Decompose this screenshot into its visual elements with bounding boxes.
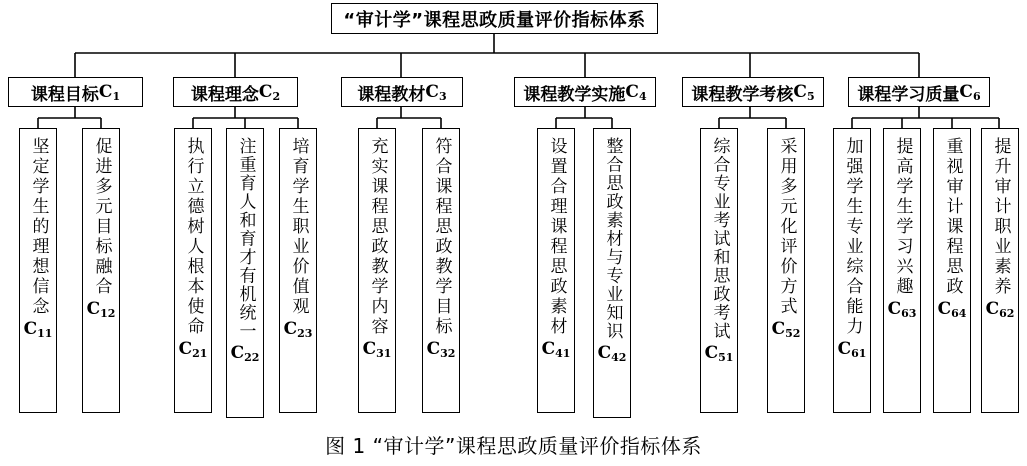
indicator-code: $C_{11}$ [23, 319, 53, 340]
indicator-text: 设置合理课程思政素材 [546, 137, 567, 337]
category-code: $C_5$ [793, 81, 815, 103]
indicator-text: 整合思政素材与专业知识 [602, 137, 623, 341]
category-c5 [682, 77, 824, 107]
indicator-code: $C_{61}$ [837, 339, 867, 360]
category-c1 [8, 77, 143, 107]
indicator-c31 [358, 128, 396, 413]
category-c4 [514, 77, 656, 107]
indicator-text: 提高学生学习兴趣 [892, 137, 913, 297]
category-c3 [341, 77, 463, 107]
indicator-text: 符合课程思政教学目标 [431, 137, 452, 337]
indicator-code: $C_{62}$ [985, 299, 1015, 320]
indicator-code: $C_{64}$ [937, 299, 967, 320]
indicator-c12 [82, 128, 120, 413]
indicator-code: $C_{42}$ [597, 342, 627, 364]
indicator-c42 [593, 128, 631, 418]
indicator-text: 充实课程思政教学内容 [367, 137, 388, 337]
indicator-text: 重视审计课程思政 [942, 137, 963, 297]
category-code: $C_2$ [258, 81, 281, 103]
indicator-c52 [767, 128, 805, 413]
indicator-text: 加强学生专业综合能力 [842, 137, 863, 337]
category-label: 课程教材 [357, 84, 426, 105]
indicator-code: $C_{21}$ [178, 339, 208, 360]
indicator-code: $C_{23}$ [283, 319, 313, 340]
category-label: 课程教学考核 [691, 84, 794, 105]
indicator-c63 [883, 128, 921, 413]
indicator-code: $C_{51}$ [704, 342, 734, 364]
indicator-c51 [700, 128, 738, 413]
indicator-code: $C_{32}$ [426, 339, 456, 360]
category-code: $C_3$ [425, 81, 447, 103]
indicator-c22 [226, 128, 264, 418]
indicator-text: 促进多元目标融合 [91, 137, 112, 297]
indicator-text: 采用多元化评价方式 [776, 137, 797, 317]
indicator-c62 [981, 128, 1019, 413]
indicator-text: 提升审计职业素养 [990, 137, 1011, 297]
indicator-c41 [537, 128, 575, 413]
indicator-c61 [833, 128, 871, 413]
indicator-code: $C_{52}$ [771, 319, 801, 340]
category-c6 [848, 77, 990, 107]
category-c2 [173, 77, 298, 107]
indicator-text: 坚定学生的理想信念 [28, 137, 49, 317]
category-label: 课程教学实施 [523, 84, 626, 105]
indicator-text: 注重育人和育才有机统一 [235, 137, 256, 341]
category-code: $C_6$ [959, 81, 981, 103]
indicator-code: $C_{12}$ [86, 299, 116, 320]
indicator-c64 [933, 128, 971, 413]
category-code: $C_1$ [98, 81, 121, 103]
indicator-text: 综合专业考试和思政考试 [709, 137, 730, 341]
indicator-text: 培育学生职业价值观 [288, 137, 309, 317]
indicator-code: $C_{22}$ [230, 342, 260, 364]
indicator-c11 [19, 128, 57, 413]
figure-caption: 图 1 “审计学”课程思政质量评价指标体系 [325, 434, 702, 458]
category-label: 课程理念 [190, 84, 259, 105]
indicator-c32 [422, 128, 460, 413]
root-title-box [331, 3, 658, 34]
indicator-c21 [174, 128, 212, 413]
indicator-code: $C_{31}$ [362, 339, 392, 360]
root-title: “审计学”课程思政质量评价指标体系 [343, 9, 646, 31]
category-label: 课程目标 [30, 84, 99, 105]
indicator-code: $C_{63}$ [887, 299, 917, 320]
category-code: $C_4$ [625, 81, 647, 103]
category-label: 课程学习质量 [857, 84, 960, 105]
indicator-code: $C_{41}$ [541, 339, 571, 360]
indicator-text: 执行立德树人根本使命 [183, 137, 204, 337]
indicator-c23 [279, 128, 317, 413]
